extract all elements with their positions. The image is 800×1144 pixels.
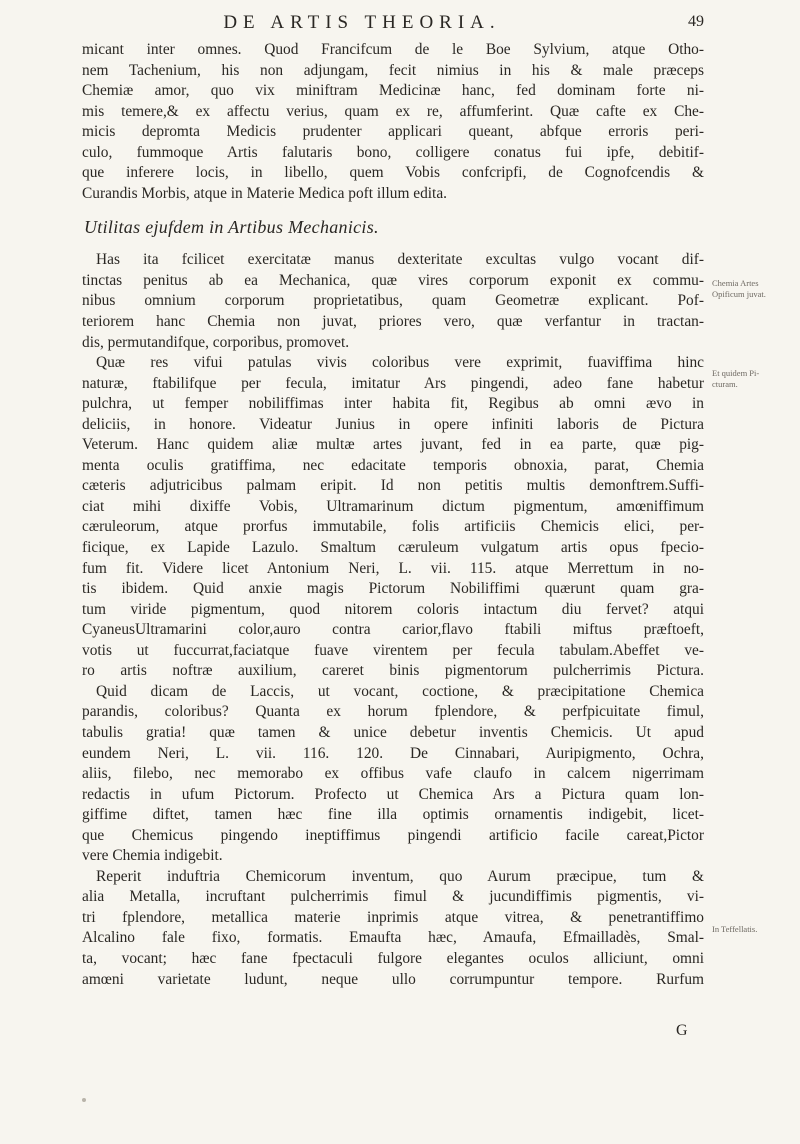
signature-mark: G bbox=[676, 1022, 688, 1039]
margin-note-in-tessellatis bbox=[712, 924, 792, 935]
text-line: nem Tachenium, his non adjungam, fecit nimius in his & male præceps bbox=[82, 61, 704, 79]
text-line: tum viride pigmentum, quod nitorem coloris intactum diu fervet? atqui bbox=[82, 600, 704, 618]
text-line: vere Chemia indigebit. bbox=[82, 847, 223, 865]
text-line: aliis, filebo, nec memorabo ex offibus vafe claufo in calcem nigerrimam bbox=[82, 765, 704, 783]
text-line: pulchra, ut femper nobiliffimas inter habita fit, Regibus ab omni ævo in bbox=[82, 395, 704, 413]
text-line: parandis, coloribus? Quanta ex horum fplendore, & perfpicuitate fimul, bbox=[82, 703, 704, 721]
text-line: tabulis gratia! quæ tamen & unice debetur inventis Chemicis. Ut apud bbox=[82, 723, 704, 741]
text-line: micant inter omnes. Quod Francifcum de le Boe Sylvium, atque Otho- bbox=[82, 41, 704, 58]
text-line: redactis in ufum Pictorum. Profecto ut Chemica Ars a Pictura quam lon- bbox=[82, 785, 704, 803]
margin-note-line: cturam. bbox=[712, 378, 738, 389]
margin-note-line: Opificum juvat. bbox=[712, 288, 766, 299]
paragraph-2 bbox=[82, 250, 704, 353]
text-line: dis, permutandifque, corporibus, promovet. bbox=[82, 333, 350, 351]
margin-note-chemia-artes bbox=[712, 278, 792, 299]
text-line: ta, vocant; hæc fane fpectaculi fulgore elegantes oculos alliciunt, omni bbox=[82, 949, 704, 967]
margin-note-et-quidem bbox=[712, 368, 792, 389]
text-line: tri fplendore, metallica materie inprimis atque vitrea, & penetrantiffimo bbox=[82, 908, 704, 926]
margin-note-line: Et quidem Pi- bbox=[712, 368, 760, 378]
text-line: eundem Neri, L. vii. 116. 120. De Cinnabari, Auripigmento, Ochra, bbox=[82, 744, 704, 762]
text-line: mis temere,& ex affectu verius, quam ex re, affumferint. Quæ cafte ex Che- bbox=[82, 102, 704, 120]
text-line: menta oculis gratiffima, nec edacitate temporis obnoxia, parat, Chemia bbox=[82, 456, 704, 474]
running-title: DE ARTIS THEORIA. bbox=[223, 12, 501, 33]
page-number: 49 bbox=[688, 13, 704, 30]
text-line: Quid dicam de Laccis, ut vocant, coctione, & præcipitatione Chemica bbox=[96, 682, 704, 700]
text-block bbox=[82, 40, 704, 990]
text-line: Reperit induftria Chemicorum inventum, quo Aurum præcipue, tum & bbox=[96, 867, 704, 885]
text-line: alia Metalla, incruftant pulcherrimis fimul & jucundiffimis pigmentis, vi- bbox=[82, 888, 704, 906]
text-line: Veterum. Hanc quidem aliæ multæ artes juvant, fed in ea parte, quæ pig- bbox=[82, 436, 704, 454]
text-line: teriorem hanc Chemia non juvat, priores vero, quæ verfantur in tractan- bbox=[82, 313, 704, 331]
text-line: naturæ, ftabilifque per fecula, imitatur Ars pingendi, adeo fane habetur bbox=[82, 374, 704, 392]
text-line: cæruleorum, atque prorfus immutabile, folis artificiis Chemicis elici, per- bbox=[82, 518, 704, 536]
text-line: CyaneusUltramarini color,auro contra carior,flavo ftabili miftus præftoeft, bbox=[82, 621, 704, 639]
text-line: Has ita fcilicet exercitatæ manus dexteritate excultas vulgo vocant dif- bbox=[96, 251, 704, 269]
text-line: nibus omnium corporum proprietatibus, quam Geometræ explicant. Pof- bbox=[82, 292, 704, 310]
text-line: micis depromta Medicis prudenter applicari queant, abfque erroris peri- bbox=[82, 123, 704, 141]
margin-note-line: In Teffellatis. bbox=[712, 924, 758, 934]
text-line: culo, fummoque Artis falutaris bono, colligere conatus fui ipfe, debitif- bbox=[82, 143, 704, 161]
text-line: ro artis noftræ auxilium, careret binis pigmentorum pulcherrimis Pictura. bbox=[82, 662, 704, 680]
paragraph-1 bbox=[82, 40, 704, 204]
text-line: fum fit. Videre licet Antonium Neri, L. vii. 115. atque Merrettum in no- bbox=[82, 559, 704, 577]
text-line: que inferere locis, in libello, quem Vobis confcripfi, de Cognofcendis & bbox=[82, 164, 704, 182]
text-line: Chemiæ amor, quo vix miniftram Medicinæ hanc, fed dominam forte ni- bbox=[82, 82, 704, 100]
margin-note-line: Chemia Artes bbox=[712, 278, 759, 288]
paper-speck bbox=[82, 1098, 86, 1102]
paragraph-4 bbox=[82, 867, 704, 990]
text-line: cæteris adjutricibus palmam eripit. Id non petitis multis demonftrem.Suffi- bbox=[82, 477, 704, 495]
section-heading: Utilitas ejufdem in Artibus Mechanicis. bbox=[84, 217, 379, 238]
text-line: amœni varietate ludunt, neque ullo corrumpuntur tempore. Rurfum bbox=[82, 970, 704, 988]
text-line: ficique, ex Lapide Lazulo. Smaltum cæruleum vulgatum artis opus fpecio- bbox=[82, 539, 704, 557]
text-line: votis ut fuccurrat,faciatque fuave virentem per fecula tabulam.Abeffet ve- bbox=[82, 641, 704, 659]
paragraph-3 bbox=[82, 353, 704, 867]
text-line: Quæ res vifui patulas vivis coloribus vere exprimit, fuaviffima hinc bbox=[96, 354, 704, 372]
text-line: tis ibidem. Quid anxie magis Pictorum Nobiliffimi quærunt quam gra- bbox=[82, 580, 704, 598]
text-line: tinctas penitus ab ea Mechanica, quæ vires corporum exponit ex commu- bbox=[82, 271, 704, 289]
text-line: Curandis Morbis, atque in Materie Medica poft illum edita. bbox=[82, 184, 448, 202]
text-line: que Chemicus pingendo ineptiffimus pingendi artificio facile careat,Pictor bbox=[82, 826, 704, 844]
text-line: deliciis, in honore. Videatur Junius in opere infiniti laboris de Pictura bbox=[82, 415, 704, 433]
text-line: ciat mihi dixiffe Vobis, Ultramarinum dictum pigmentum, amœniffimum bbox=[82, 497, 704, 515]
text-line: giffime diftet, tamen hæc fine illa optimis ornamentis indigebit, licet- bbox=[82, 806, 704, 824]
text-line: Alcalino fale fixo, formatis. Emaufta hæc, Amaufa, Efmailladès, Smal- bbox=[82, 929, 704, 947]
running-head bbox=[82, 12, 704, 42]
